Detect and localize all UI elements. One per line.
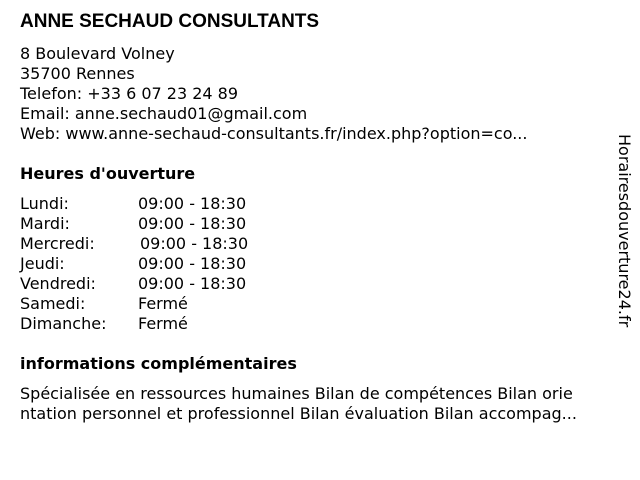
additional-info-title: informations complémentaires — [20, 354, 297, 373]
phone-number: Telefon: +33 6 07 23 24 89 — [20, 84, 239, 103]
company-name: ANNE SECHAUD CONSULTANTS — [20, 11, 320, 32]
day-label: Mercredi: — [20, 234, 95, 253]
street-address: 8 Boulevard Volney — [20, 44, 175, 63]
city-postal: 35700 Rennes — [20, 64, 135, 83]
website-url: Web: www.anne-sechaud-consultants.fr/index.php?option=co... — [20, 124, 528, 143]
day-label: Mardi: — [20, 214, 70, 233]
time-value: 09:00 - 18:30 — [138, 254, 247, 273]
time-value: 09:00 - 18:30 — [140, 234, 249, 253]
site-watermark: Horairesdouverture24.fr — [615, 134, 634, 328]
info-line: Spécialisée en ressources humaines Bilan de compétences Bilan orie — [20, 384, 573, 403]
info-line: ntation personnel et professionnel Bilan évaluation Bilan accompag... — [20, 404, 577, 423]
day-label: Samedi: — [20, 294, 86, 313]
contact-block — [20, 44, 527, 144]
day-label: Dimanche: — [20, 314, 107, 333]
day-label: Vendredi: — [20, 274, 96, 293]
email-address: Email: anne.sechaud01@gmail.com — [20, 104, 308, 123]
time-value: 09:00 - 18:30 — [138, 214, 247, 233]
day-label: Lundi: — [20, 194, 69, 213]
day-label: Jeudi: — [20, 254, 65, 273]
additional-info-text — [20, 384, 624, 424]
opening-hours-title: Heures d'ouverture — [20, 164, 196, 183]
time-value: 09:00 - 18:30 — [138, 274, 247, 293]
time-value: Fermé — [138, 294, 188, 313]
time-value: 09:00 - 18:30 — [138, 194, 247, 213]
time-value: Fermé — [138, 314, 188, 333]
